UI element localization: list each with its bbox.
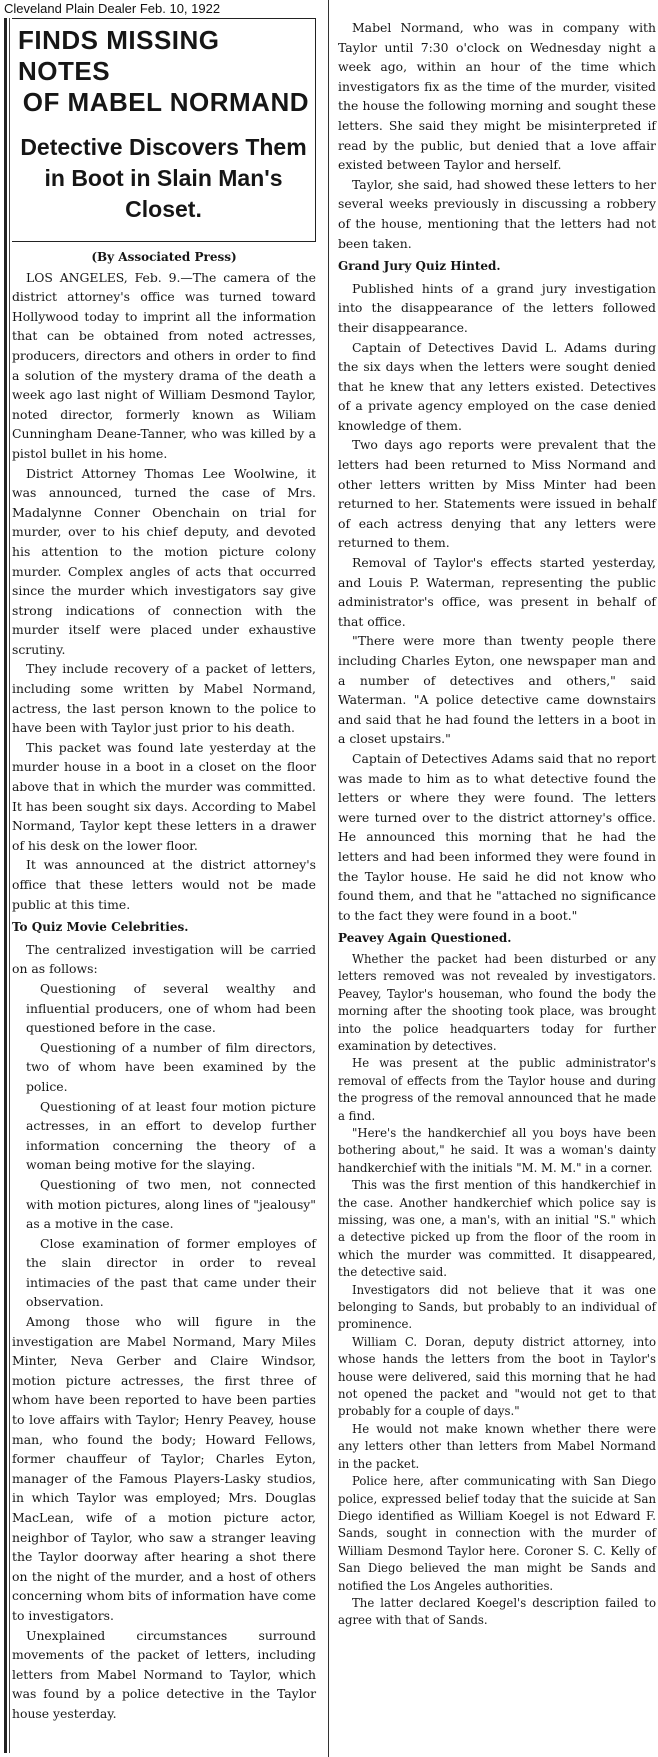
paragraph: Taylor, she said, had showed these letters to her several weeks previously in discussing a robbery of the house, mentioning that the letters had not been taken. xyxy=(338,176,656,251)
paragraph: He was present at the public administrator's removal of effects from the Taylor house and during the progress of the removal announced that he made a find. xyxy=(338,1056,656,1123)
list-item: Questioning of two men, not connected with motion pictures, along lines of "jealousy" as a motive in the case. xyxy=(26,1176,316,1232)
column-right xyxy=(338,18,656,1630)
paragraph: Investigators did not believe that it was one belonging to Sands, but probably to an individual of prominence. xyxy=(338,1282,656,1332)
paragraph: He would not make known whether there were any letters other than letters from Mabel Normand in the packet. xyxy=(338,1421,656,1471)
left-border-rule xyxy=(4,18,7,1753)
paragraph: Published hints of a grand jury investigation into the disappearance of the letters followed their disappearance. xyxy=(338,280,656,335)
paragraph: This was the first mention of this handkerchief in the case. Another handkerchief which police say is missing, was one, a man's, with an initial "S." which a detective picked up from the floor of the room in which the murder was committed. It disappeared, the detective said. xyxy=(338,1178,656,1280)
headline-box xyxy=(12,18,316,242)
column-divider xyxy=(328,0,329,1757)
paragraph: Among those who will figure in the investigation are Mabel Normand, Mary Miles Minter, Neva Gerber and Claire Windsor, motion picture actresses, the first three of whom have been reported to have been parties to love affairs with Taylor; Henry Peavey, house man, who found the body; Howard Fellows, former chauffeur of Taylor; Charles Eyton, manager of the Famous Players-Lasky studios, in which Taylor was employed; Mrs. Douglas MacLean, wife of a motion picture actor, neighbor of Taylor, who saw a stranger leaving the Taylor doorway after hearing a shot there on the night of the murder, and a host of others concerning whom bits of information have come to investigators. xyxy=(12,1314,316,1623)
paragraph: Whether the packet had been disturbed or any letters removed was not revealed by investigators. Peavey, Taylor's houseman, who found the body the morning after the shooting took place, was brought into the police headquarters today for further examination by detectives. xyxy=(338,951,656,1053)
paragraph: This packet was found late yesterday at the murder house in a boot in a closet on the floor above that in which the murder was committed. It has been sought six days. According to Mabel Normand, Taylor kept these letters in a drawer of his desk on the lower floor. xyxy=(12,739,316,853)
paragraph: William C. Doran, deputy district attorney, into whose hands the letters from the boot in Taylor's house were delivered, said this morning that he had not opened the packet and "would not get to that probably for a couple of days." xyxy=(338,1334,656,1419)
headline-line-2: OF MABEL NORMAND xyxy=(22,87,309,117)
paragraph: Removal of Taylor's effects started yesterday, and Louis P. Waterman, representing the public administrator's office, was present in behalf of that office. xyxy=(338,555,656,629)
subhead-peavey: Peavey Again Questioned. xyxy=(338,931,512,946)
paragraph: "There were more than twenty people there including Charles Eyton, one newspaper man and a number of detectives and others," said Waterman. "A police detective came downstairs and said that he had found the letters in a boot in a closet upstairs." xyxy=(338,633,656,747)
paragraph: Captain of Detectives David L. Adams during the six days when the letters were sought denied that he knew that any letters existed. Detectives of a private agency employed on the case denied knowledge of them. xyxy=(338,339,656,433)
source-line: Cleveland Plain Dealer Feb. 10, 1922 xyxy=(4,1,221,16)
paragraph: "Here's the handkerchief all you boys have been bothering about," he said. It was a woman's dainty handkerchief with the initials "M. M. M." in a corner. xyxy=(338,1125,656,1175)
paragraph: It was announced at the district attorney's office that these letters would not be made public at this time. xyxy=(12,857,316,912)
paragraph: Mabel Normand, who was in company with Taylor until 7:30 o'clock on Wednesday night a week ago, within an hour of the time which investigators fix as the time of the murder, visited the house the following morning and sought these letters. She said they might be misinterpreted if read by the public, but denied that a love affair existed between Taylor and herself. xyxy=(338,20,656,173)
paragraph: Police here, after communicating with San Diego police, expressed belief today that the suicide at San Diego identified as William Koegel is not Edward F. Sands, sought in connection with the murder of William Desmond Taylor here. Coroner S. C. Kelly of San Diego believed the man might be Sands and notified the Los Angeles authorities. xyxy=(338,1474,656,1593)
article-body-part-1 xyxy=(12,268,316,915)
paragraph: They include recovery of a packet of letters, including some written by Mabel Normand, actress, the last person known to the police to have been with Taylor just prior to his death. xyxy=(12,661,316,736)
article-body-part-3 xyxy=(12,1312,316,1723)
paragraph: Two days ago reports were prevalent that the letters had been returned to Miss Normand and other letters written by Miss Minter had been returned to her. Statements were issued in behalf of each actress denying that any letters were returned to them. xyxy=(338,437,656,551)
headline-line-1: FINDS MISSING NOTES xyxy=(18,25,220,86)
list-item: Questioning of several wealthy and influential producers, one of whom had been questioned before in the case. xyxy=(26,980,316,1036)
article-body-part-5 xyxy=(338,279,656,926)
article-body-part-2 xyxy=(12,940,316,979)
paragraph: LOS ANGELES, Feb. 9.—The camera of the district attorney's office was turned toward Hollywood today to imprint all the information that can be obtained from noted actresses, producers, directors and others in order to find a solution of the mystery drama of the death a week ago last night of William Desmond Taylor, noted director, formerly known as Wiliam Cunningham Deane-Tanner, who was killed by a pistol bullet in his home. xyxy=(12,269,316,461)
byline: (By Associated Press) xyxy=(91,250,237,264)
paragraph: District Attorney Thomas Lee Woolwine, it was announced, turned the case of Mrs. Madalynne Conner Obenchain on trial for murder, over to his chief deputy, and devoted his attention to the motion picture colony murder. Complex angles of acts that occurred since the murder which investigators say give strong indications of connection with the murder itself were placed under exhaustive scrutiny. xyxy=(12,465,316,657)
list-item: Questioning of at least four motion picture actresses, in an effort to develop further information concerning the theory of a woman being motive for the slaying. xyxy=(26,1098,316,1173)
paragraph: The centralized investigation will be carried on as follows: xyxy=(12,941,316,977)
subhead-grand-jury: Grand Jury Quiz Hinted. xyxy=(338,259,501,274)
list-item: Close examination of former employes of the slain director in order to reveal intimacies of the past that came under their observation. xyxy=(26,1235,316,1310)
subhead-quiz: To Quiz Movie Celebrities. xyxy=(12,920,189,935)
paragraph: The latter declared Koegel's description failed to agree with that of Sands. xyxy=(338,1595,656,1628)
list-item: Questioning of a number of film directors, two of whom have been examined by the police. xyxy=(26,1039,316,1094)
article-body-part-6 xyxy=(338,951,656,1630)
subheadline: Detective Discovers Them in Boot in Slain Man's Closet. xyxy=(20,134,307,222)
investigation-list xyxy=(12,979,316,1312)
article-body-part-4 xyxy=(338,18,656,253)
column-left xyxy=(12,18,316,1724)
left-border-rule-inner xyxy=(9,18,10,1753)
paragraph: Unexplained circumstances surround movements of the packet of letters, including letters from Mabel Normand to Taylor, which was found by a police detective in the Taylor house yesterday. xyxy=(12,1627,316,1721)
paragraph: Captain of Detectives Adams said that no report was made to him as to what detective found the letters or where they were found. The letters were turned over to the district attorney's office. He announced this morning that he had the letters and had been informed they were found in the Taylor house. He said he did not know who found them, and that he "attached no significance to the fact they were found in a boot." xyxy=(338,750,656,923)
